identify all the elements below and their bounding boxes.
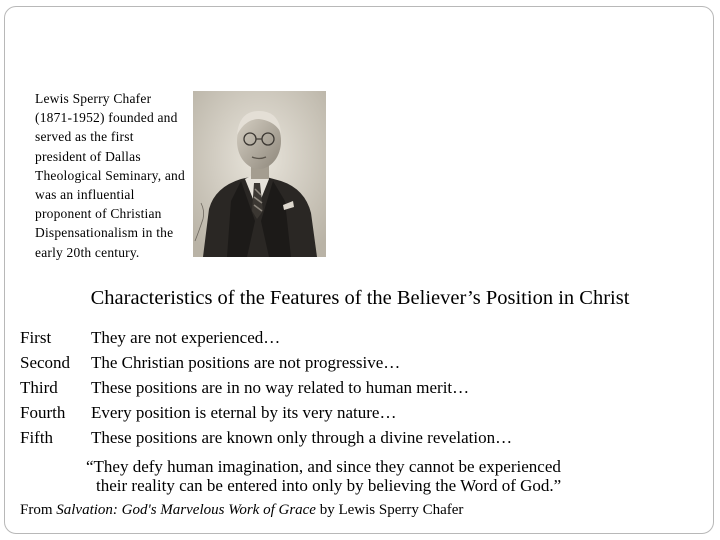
item-ordinal: Second [20, 353, 71, 372]
item-ordinal: Third [20, 378, 58, 397]
item-text: The Christian positions are not progressive… [91, 353, 401, 372]
list-item [20, 403, 512, 428]
portrait-photo [193, 91, 326, 257]
item-text: Every position is eternal by its very nature… [91, 403, 397, 422]
list-item [20, 378, 512, 403]
item-ordinal: Fourth [20, 403, 66, 422]
source-prefix: From [20, 502, 53, 518]
item-ordinal: First [20, 328, 52, 347]
list-item [20, 428, 512, 453]
item-text: These positions are known only through a divine revelation… [91, 428, 513, 447]
source-citation [20, 502, 463, 519]
list-item [20, 353, 512, 378]
list-item [20, 328, 512, 353]
item-text: These positions are in no way related to human merit… [91, 378, 470, 397]
source-suffix: by Lewis Sperry Chafer [319, 502, 464, 518]
slide-heading: Characteristics of the Features of the Believer’s Position in Christ [90, 287, 630, 309]
chafer-quote [86, 457, 676, 495]
item-ordinal: Fifth [20, 428, 54, 447]
source-book-title: Salvation: God's Marvelous Work of Grace [56, 502, 316, 518]
slide-frame [4, 6, 714, 534]
characteristics-list [20, 328, 512, 453]
item-text: They are not experienced… [91, 328, 281, 347]
quote-line-1: “They defy human imagination, and since they cannot be experienced [86, 457, 561, 476]
portrait-caption: Lewis Sperry Chafer (1871-1952) founded and served as the first president of Dallas Theological Seminary, and was an influential proponent of Christian Dispensationalism in the early 20th century. [35, 91, 185, 260]
quote-line-2: their reality can be entered into only by believing the Word of God.” [96, 476, 562, 495]
